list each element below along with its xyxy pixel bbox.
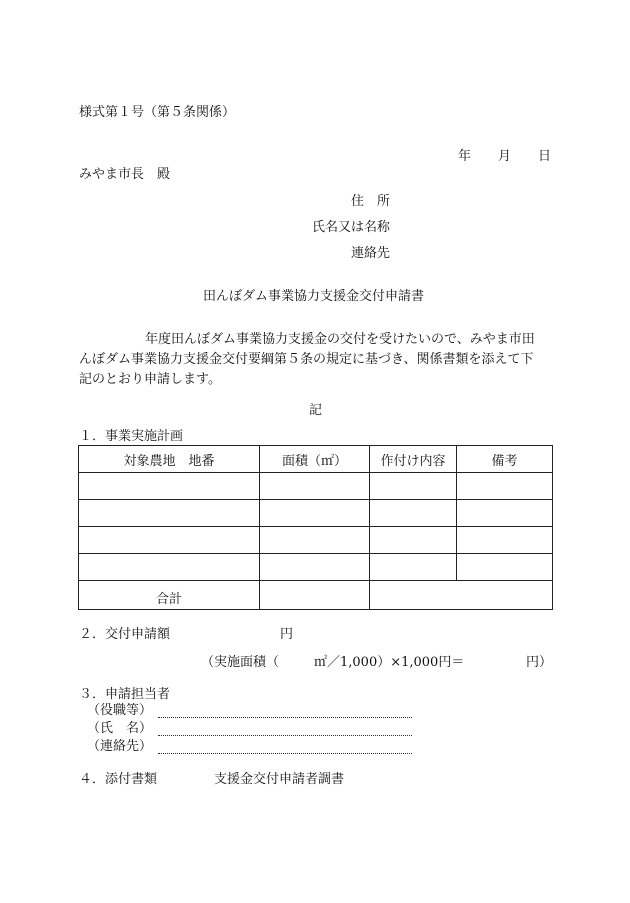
- cell-remarks[interactable]: [457, 527, 553, 554]
- field-position-label: （役職等）: [87, 703, 153, 718]
- attachment-document: 支援金交付申請者調書: [214, 772, 345, 787]
- ki-heading: 記: [309, 403, 323, 418]
- header-crop: 作付け内容: [370, 446, 457, 473]
- date-day: 日: [538, 149, 552, 164]
- field-contact-line[interactable]: [158, 753, 412, 754]
- section2-heading: ２．交付申請額: [79, 627, 171, 642]
- cell-remarks[interactable]: [457, 554, 553, 581]
- cell-crop[interactable]: [370, 500, 457, 527]
- applicant-address-label: 住 所: [351, 194, 391, 209]
- section3-heading: ３．申請担当者: [79, 687, 171, 702]
- cell-crop[interactable]: [370, 473, 457, 500]
- addressee: みやま市長 殿: [79, 167, 171, 182]
- cell-land[interactable]: [79, 527, 260, 554]
- header-remarks: 備考: [457, 446, 553, 473]
- intro-line-3: 記のとおり申請します。: [79, 372, 221, 387]
- cell-land[interactable]: [79, 554, 260, 581]
- cell-land[interactable]: [79, 473, 260, 500]
- header-area: 面積（㎡）: [260, 446, 370, 473]
- formula-mid: ㎡／1,000）×1,000円＝: [314, 655, 465, 670]
- field-name-label: （氏 名）: [87, 721, 153, 736]
- total-blank: [370, 581, 553, 610]
- applicant-contact-label: 連絡先: [351, 246, 391, 261]
- cell-remarks[interactable]: [457, 500, 553, 527]
- section4-heading: ４．添付書類: [79, 772, 158, 787]
- header-land: 対象農地 地番: [79, 446, 260, 473]
- section1-heading: １．事業実施計画: [79, 429, 184, 444]
- field-name-line[interactable]: [158, 735, 412, 736]
- formula-open: （実施面積（: [201, 655, 280, 670]
- form-number: 様式第１号（第５条関係）: [79, 105, 236, 120]
- table-row: [79, 500, 553, 527]
- field-contact-label: （連絡先）: [87, 739, 153, 754]
- cell-crop[interactable]: [370, 554, 457, 581]
- cell-area[interactable]: [260, 473, 370, 500]
- plan-table: [78, 445, 553, 610]
- cell-area[interactable]: [260, 527, 370, 554]
- section2-yen: 円: [280, 627, 294, 642]
- table-row: [79, 527, 553, 554]
- table-total-row: [79, 581, 553, 610]
- document-title: 田んぼダム事業協力支援金交付申請書: [203, 289, 425, 304]
- cell-area[interactable]: [260, 500, 370, 527]
- cell-land[interactable]: [79, 500, 260, 527]
- date-month: 月: [498, 149, 512, 164]
- total-area[interactable]: [260, 581, 370, 610]
- field-position-line[interactable]: [158, 717, 412, 718]
- total-label: 合計: [79, 581, 260, 610]
- formula-close: 円）: [526, 655, 553, 670]
- intro-line-2: んぼダム事業協力支援金交付要綱第５条の規定に基づき、関係書類を添えて下: [79, 352, 534, 367]
- applicant-name-label: 氏名又は名称: [312, 220, 391, 235]
- table-row: [79, 473, 553, 500]
- cell-remarks[interactable]: [457, 473, 553, 500]
- cell-area[interactable]: [260, 554, 370, 581]
- intro-line-1: 年度田んぼダム事業協力支援金の交付を受けたいので、みやま市田: [145, 332, 535, 347]
- table-row: [79, 554, 553, 581]
- cell-crop[interactable]: [370, 527, 457, 554]
- date-year: 年: [458, 149, 472, 164]
- table-header-row: [79, 446, 553, 473]
